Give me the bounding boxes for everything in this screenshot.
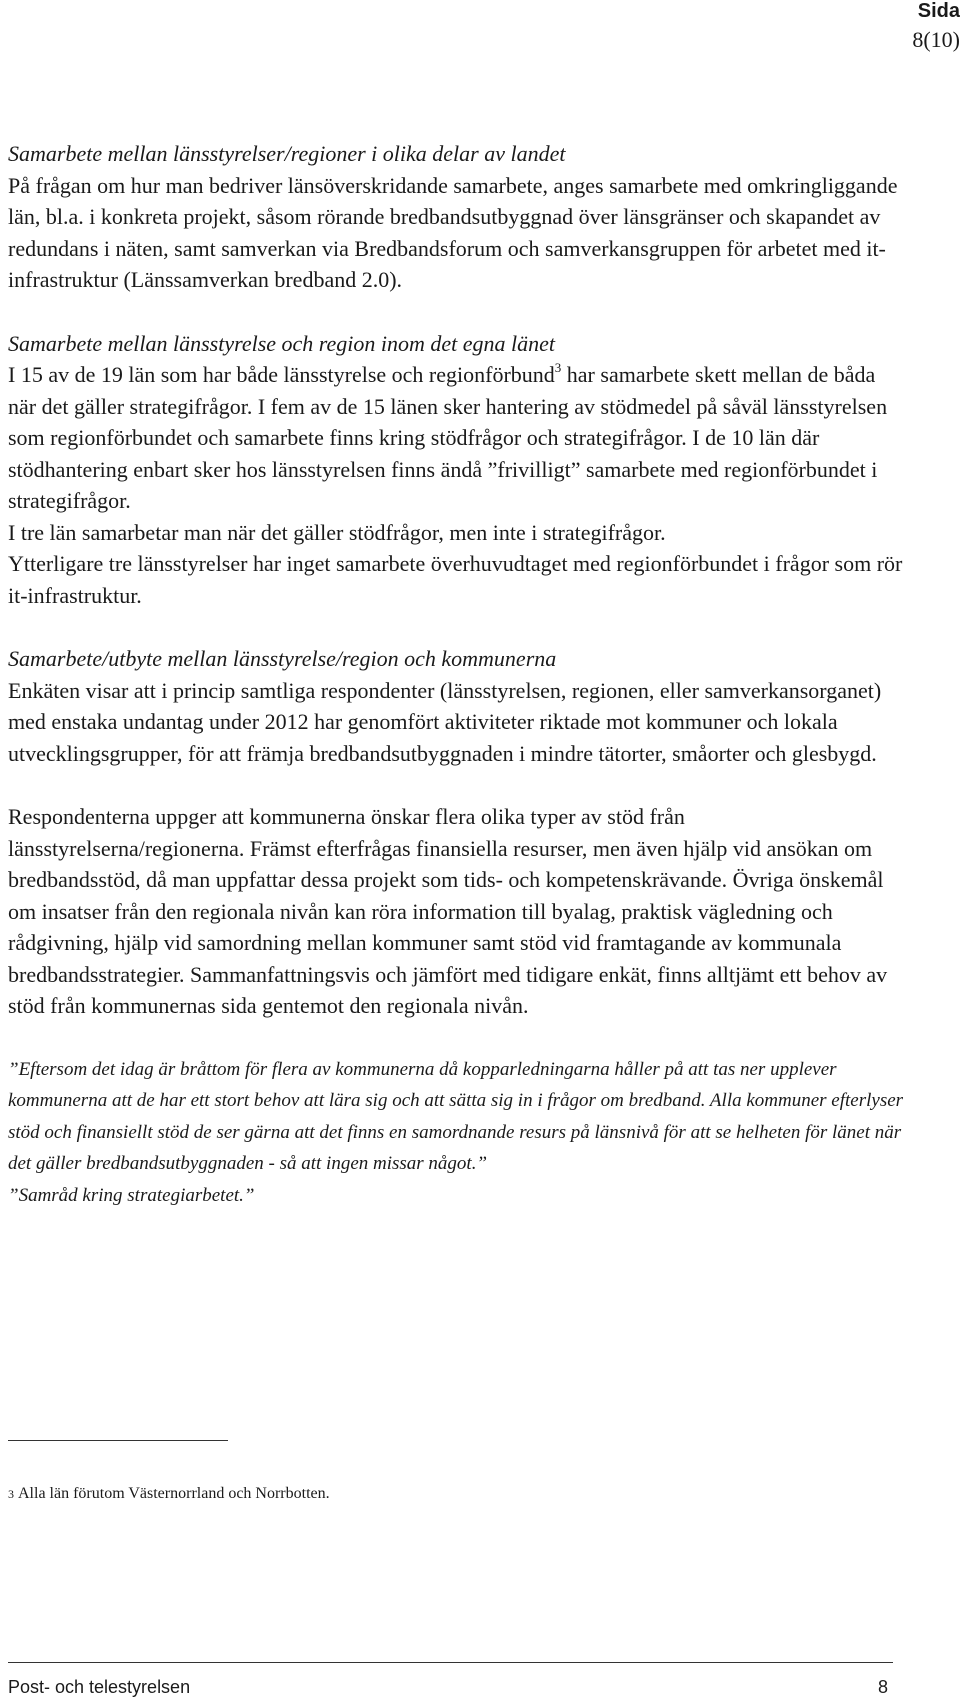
footnote-mark: 3 bbox=[8, 1487, 14, 1501]
page-number: 8(10) bbox=[912, 27, 960, 52]
footnote-reference[interactable]: 3 bbox=[554, 359, 562, 375]
footer-organization: Post- och telestyrelsen bbox=[8, 1677, 191, 1697]
section-4 bbox=[8, 801, 908, 1022]
section-3 bbox=[8, 643, 908, 769]
section-1 bbox=[8, 138, 908, 296]
quote: ”Eftersom det idag är bråttom för flera av kommunerna då kopparledningarna håller på att tas ner upplever kommunerna att de har ett stort behov att lära sig och att sätta sig in i frågor om bredband. Alla kommuner efterlyser stöd och finansiellt stöd de ser gärna att det finns en samordnande resurs på länsnivå för att se helheten för länet när det gäller bredbandsutbyggnaden - så att ingen missar något.” bbox=[8, 1058, 904, 1174]
section-heading: Samarbete mellan länsstyrelser/regioner i olika delar av landet bbox=[8, 141, 566, 166]
footnote-text: Alla län förutom Västernorrland och Norrbotten. bbox=[18, 1485, 330, 1502]
footnote-divider bbox=[8, 1440, 228, 1441]
paragraph-text: har samarbete skett mellan de båda när det gäller strategifrågor. I fem av de 15 länen sker hantering av stödmedel på såväl länsstyrelsen som regionförbundet och samarbete finns kring stödfrågor och strategifrågor. I de 10 län där stödhantering enbart sker hos länsstyrelsen finns ändå ”frivilligt” samarbete med regionförbundet i strategifrågor. bbox=[8, 362, 888, 513]
footnote bbox=[8, 1484, 330, 1504]
footer-divider bbox=[8, 1662, 893, 1663]
section-2 bbox=[8, 328, 908, 612]
paragraph: Enkäten visar att i princip samtliga respondenter (länsstyrelsen, regionen, eller samverkansorganet) med enstaka undantag under 2012 har genomfört aktiviteter riktade mot kommuner och lokala utvecklingsgrupper, för att främja bredbandsutbyggnaden i mindre tätorter, småorter och glesbygd. bbox=[8, 677, 882, 766]
page-footer bbox=[8, 1676, 888, 1698]
paragraph: Ytterligare tre länsstyrelser har inget samarbete överhuvudtaget med regionförbundet i frågor som rör it-infrastruktur. bbox=[8, 551, 903, 608]
section-heading: Samarbete/utbyte mellan länsstyrelse/region och kommunerna bbox=[8, 646, 557, 671]
footer-page-number: 8 bbox=[877, 1677, 888, 1697]
page-label bbox=[912, 0, 960, 54]
page-label-word: Sida bbox=[917, 0, 960, 22]
quote: ”Samråd kring strategiarbetet.” bbox=[8, 1184, 255, 1206]
paragraph: På frågan om hur man bedriver länsöverskridande samarbete, anges samarbete med omkringliggande län, bl.a. i konkreta projekt, såsom rörande bredbandsutbyggnad över länsgränser och skapandet av redundans i näten, samt samverkan via Bredbandsforum och samverkansgruppen för arbetet med it-infrastruktur (Länssamverkan bredband 2.0). bbox=[8, 172, 898, 292]
paragraph: Respondenterna uppger att kommunerna önskar flera olika typer av stöd från länsstyrelserna/regionerna. Främst efterfrågas finansiella resurser, men även hjälp vid ansökan om bredbandsstöd, då man uppfattar dessa projekt som tids- och kompetenskrävande. Övriga önskemål om insatser från den regionala nivån kan röra information till byalag, praktisk vägledning och rådgivning, hjälp vid samordning mellan kommuner samt stöd vid framtagande av kommunala bredbandsstrategier. Sammanfattningsvis och jämfört med tidigare enkät, finns alltjämt ett behov av stöd från kommunernas sida gentemot den regionala nivån. bbox=[8, 804, 888, 1018]
section-heading: Samarbete mellan länsstyrelse och region inom det egna länet bbox=[8, 330, 556, 356]
paragraph: I tre län samarbetar man när det gäller stödfrågor, men inte i strategifrågor. bbox=[8, 519, 666, 545]
document-body bbox=[8, 138, 908, 1211]
paragraph-text: I 15 av de 19 län som har både länsstyrelse och regionförbund bbox=[8, 362, 555, 387]
paragraph bbox=[8, 359, 908, 517]
